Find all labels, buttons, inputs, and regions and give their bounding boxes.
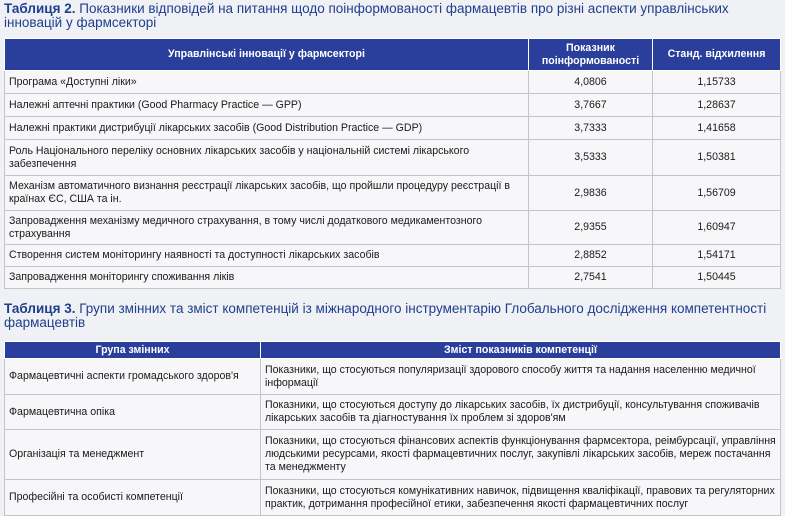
competence-content-cell: Показники, що стосуються популяризації здорового способу життя та надання населенню медичної інформації [261, 359, 781, 395]
awareness-cell: 2,9355 [529, 211, 653, 245]
innovation-cell: Належні аптечні практики (Good Pharmacy Practice — GPP) [5, 94, 529, 117]
table-row [5, 176, 781, 211]
std-dev-cell: 1,50445 [653, 267, 781, 289]
std-dev-cell: 1,56709 [653, 176, 781, 211]
table-row [5, 430, 781, 480]
innovation-cell: Створення систем моніторингу наявності та доступності лікарських засобів [5, 245, 529, 267]
awareness-cell: 2,7541 [529, 267, 653, 289]
variable-group-cell: Фармацевтичні аспекти громадського здоров'я [5, 359, 261, 395]
competence-content-cell: Показники, що стосуються фінансових аспектів функціонування фармсектора, реімбурсації, управління людськими ресурсами, якості фармацевтичних послуг, закупівлі лікарських засобів, мереж постачання та менеджменту [261, 430, 781, 480]
table3-caption [4, 302, 774, 330]
column-header-variable-group: Група змінних [5, 342, 261, 359]
awareness-table [4, 38, 781, 289]
std-dev-cell: 1,60947 [653, 211, 781, 245]
column-header-competence-content: Зміст показників компетенції [261, 342, 781, 359]
table-row [5, 211, 781, 245]
std-dev-cell: 1,54171 [653, 245, 781, 267]
table-row [5, 395, 781, 430]
std-dev-cell: 1,41658 [653, 117, 781, 140]
table-row [5, 359, 781, 395]
innovation-cell: Запровадження механізму медичного страхування, в тому числі додаткового медикаментозного страхування [5, 211, 529, 245]
awareness-cell: 3,7667 [529, 94, 653, 117]
competencies-table [4, 341, 781, 516]
table3-caption-label: Таблиця 3. [4, 301, 76, 316]
variable-group-cell: Професійні та особисті компетенції [5, 480, 261, 516]
innovation-cell: Роль Національного переліку основних лікарських засобів у національній системі лікарського забезпечення [5, 140, 529, 176]
innovation-cell: Механізм автоматичного визнання реєстрації лікарських засобів, що пройшли процедуру реєстрації в країнах ЄС, США та ін. [5, 176, 529, 211]
column-header-innovation: Управлінські інновації у фармсекторі [5, 39, 529, 71]
table-row [5, 94, 781, 117]
table-row [5, 140, 781, 176]
innovation-cell: Програма «Доступні ліки» [5, 71, 529, 94]
table2-caption [4, 2, 774, 30]
table3-caption-text: Групи змінних та зміст компетенцій із міжнародного інструментарію Глобального дослідження компетентності фармацевтів [4, 301, 767, 330]
std-dev-cell: 1,50381 [653, 140, 781, 176]
awareness-cell: 4,0806 [529, 71, 653, 94]
awareness-cell: 3,7333 [529, 117, 653, 140]
table-row [5, 245, 781, 267]
table2-caption-label: Таблиця 2. [4, 1, 76, 16]
std-dev-cell: 1,28637 [653, 94, 781, 117]
innovation-cell: Належні практики дистрибуції лікарських засобів (Good Distribution Practice — GDP) [5, 117, 529, 140]
table-row [5, 480, 781, 516]
variable-group-cell: Фармацевтична опіка [5, 395, 261, 430]
competence-content-cell: Показники, що стосуються комунікативних навичок, підвищення кваліфікації, правових та регуляторних практик, дотримання професійної етики, забезпечення якості фармацевтичних послуг [261, 480, 781, 516]
awareness-cell: 3,5333 [529, 140, 653, 176]
column-header-std-dev: Станд. відхилення [653, 39, 781, 71]
table-row [5, 267, 781, 289]
column-header-awareness: Показник поінформованості [529, 39, 653, 71]
awareness-cell: 2,8852 [529, 245, 653, 267]
variable-group-cell: Організація та менеджмент [5, 430, 261, 480]
innovation-cell: Запровадження моніторингу споживання ліків [5, 267, 529, 289]
table2-caption-text: Показники відповідей на питання щодо поінформованості фармацевтів про різні аспекти управлінських інновацій у фармсекторі [4, 1, 729, 30]
awareness-cell: 2,9836 [529, 176, 653, 211]
table-row [5, 71, 781, 94]
table-row [5, 117, 781, 140]
std-dev-cell: 1,15733 [653, 71, 781, 94]
competence-content-cell: Показники, що стосуються доступу до лікарських засобів, їх дистрибуції, консультування споживачів лікарських засобів та діагностування їх проблем зі здоров'ям [261, 395, 781, 430]
